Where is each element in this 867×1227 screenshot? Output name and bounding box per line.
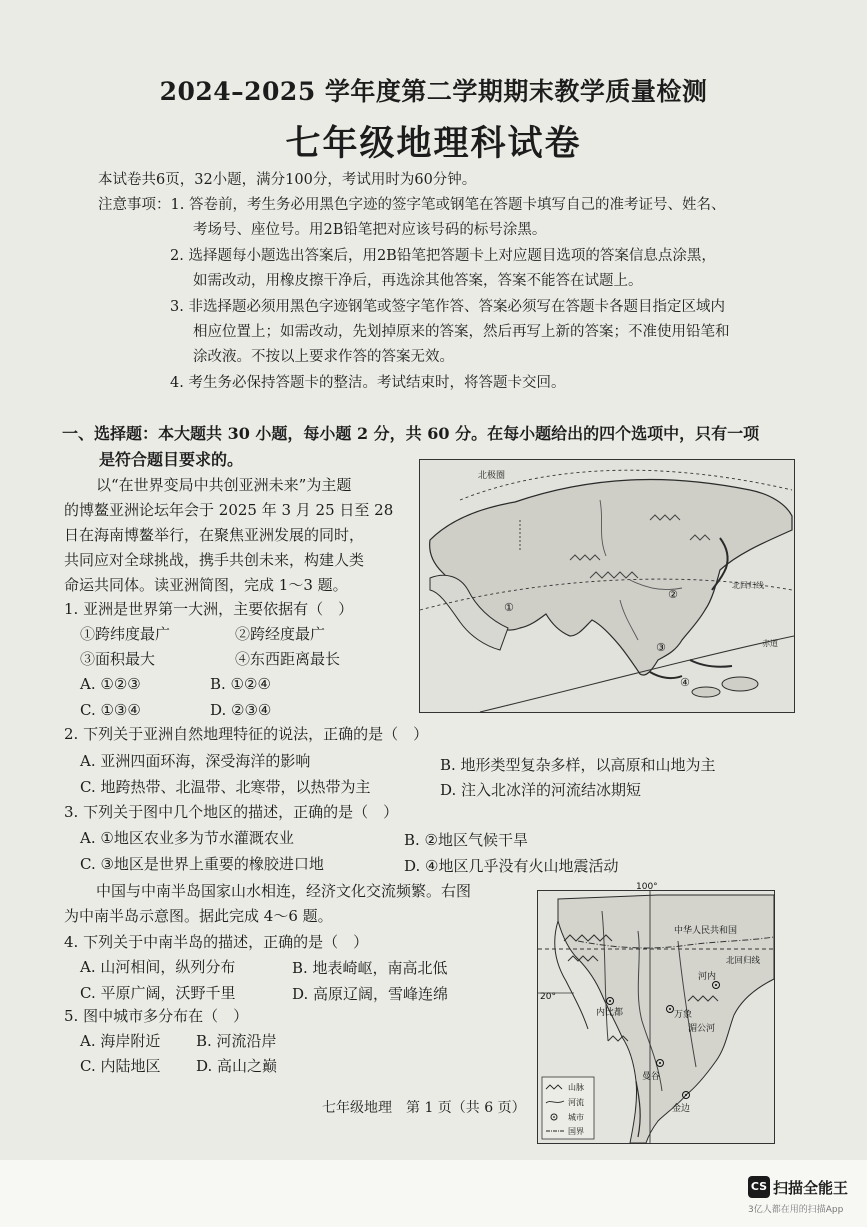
q3-option-c: C. ③地区是世界上重要的橡胶进口地 [80, 855, 324, 873]
q5-option-a: A. 海岸附近 [80, 1032, 161, 1050]
asia-map [419, 459, 795, 713]
notice-3a: 3. 非选择题必须用黑色字迹钢笔或签字笔作答、答案必须写在答题卡各题目指定区域内 [170, 299, 725, 315]
scanner-brand-tagline: 3亿人都在用的扫描App [748, 1205, 844, 1215]
scanner-logo-icon: CS [748, 1176, 770, 1198]
notice-1b: 考场号、座位号。用2B铅笔把对应该号码的标号涂黑。 [193, 222, 547, 238]
mekong-label: 湄公河 [688, 1024, 716, 1034]
vientiane-label: 万象 [674, 1010, 693, 1020]
q4-option-b: B. 地表崎岖，南高北低 [292, 959, 448, 977]
q5-option-b: B. 河流沿岸 [196, 1032, 277, 1050]
q2-option-c: C. 地跨热带、北温带、北寒带，以热带为主 [80, 778, 371, 796]
q2-option-d: D. 注入北冰洋的河流结冰期短 [440, 781, 642, 799]
q4-option-a: A. 山河相间，纵列分布 [80, 958, 236, 976]
asia-map-graphic [420, 460, 794, 712]
q3-stem: 3. 下列关于图中几个地区的描述，正确的是（ ） [64, 803, 399, 821]
passage1-line: 的博鳌亚洲论坛年会于 2025 年 3 月 25 日至 28 [64, 501, 394, 519]
q3-option-b: B. ②地区气候干旱 [404, 831, 529, 849]
phnompenh-label: 金边 [672, 1104, 691, 1114]
passage2-line: 为中南半岛示意图。据此完成 4～6 题。 [64, 907, 333, 925]
passage1-line: 共同应对全球挑战，携手共创未来，构建人类 [64, 551, 365, 569]
bangkok-label: 曼谷 [642, 1072, 661, 1082]
notice-1a: 注意事项：1. 答卷前，考生务必用黑色字迹的签字笔或钢笔在答题卡填写自己的准考证号、姓名、 [98, 197, 726, 213]
exam-title: 2024–2025 学年度第二学期期末教学质量检测 [159, 77, 708, 106]
q3-option-a: A. ①地区农业多为节水灌溉农业 [80, 829, 294, 847]
naypyidaw-label: 内比都 [596, 1008, 624, 1018]
tropic-label: 北回归线 [732, 581, 764, 590]
tropic-label: 北回归线 [726, 956, 761, 966]
longitude-label: 100° [636, 882, 658, 892]
q4-option-d: D. 高原辽阔，雪峰连绵 [292, 985, 449, 1003]
passage1-line: 命运共同体。读亚洲简图，完成 1～3 题。 [64, 576, 348, 594]
map-marker-3: ③ [656, 641, 666, 654]
china-label: 中华人民共和国 [674, 926, 738, 936]
section-heading-1: 一、选择题：本大题共 30 小题，每小题 2 分，共 60 分。在每小题给出的四个选项中，只有一项 [62, 424, 760, 443]
q1-option-a: A. ①②③ [80, 675, 141, 693]
q5-option-c: C. 内陆地区 [80, 1057, 161, 1075]
passage2-line: 中国与中南半岛国家山水相连，经济文化交流频繁。右图 [96, 882, 472, 900]
q1-option-c: C. ①③④ [80, 701, 141, 719]
notice-3b: 相应位置上；如需改动，先划掉原来的答案，然后再写上新的答案；不准使用铅笔和 [193, 324, 730, 340]
map-marker-4: ④ [680, 676, 690, 689]
map-marker-2: ② [668, 588, 678, 601]
map-marker-1: ① [504, 601, 514, 614]
q1-stem: 1. 亚洲是世界第一大洲，主要依据有（ ） [64, 600, 354, 618]
q1-option-b: B. ①②④ [210, 675, 271, 693]
q2-stem: 2. 下列关于亚洲自然地理特征的说法，正确的是（ ） [64, 725, 429, 743]
scanner-brand-name: 扫描全能王 [773, 1178, 849, 1197]
q1-statement-2: ②跨经度最广 [235, 625, 326, 643]
legend-border: 国界 [568, 1127, 584, 1136]
notice-2b: 如需改动，用橡皮擦干净后，再选涂其他答案，答案不能答在试题上。 [193, 273, 643, 289]
passage1-line: 以“在世界变局中共创亚洲未来”为主题 [96, 476, 352, 494]
hanoi-label: 河内 [698, 972, 717, 982]
legend-mountain: 山脉 [568, 1083, 584, 1092]
section-heading-2: 是符合题目要求的。 [99, 450, 244, 469]
indochina-map-graphic [538, 882, 774, 1143]
q5-option-d: D. 高山之巅 [196, 1057, 278, 1075]
q4-stem: 4. 下列关于中南半岛的描述，正确的是（ ） [64, 933, 369, 951]
indochina-map [537, 882, 775, 1144]
passage1-line: 日在海南博鳌举行，在聚焦亚洲发展的同时， [64, 526, 365, 544]
notice-3c: 涂改液。不按以上要求作答的答案无效。 [193, 349, 454, 365]
q1-statement-4: ④东西距离最长 [235, 650, 341, 668]
arctic-circle-label: 北极圈 [478, 471, 506, 481]
notice-2a: 2. 选择题每小题选出答案后，用2B铅笔把答题卡上对应题目选项的答案信息点涂黑， [170, 248, 716, 264]
q1-option-d: D. ②③④ [210, 701, 272, 719]
q4-option-c: C. 平原广阔，沃野千里 [80, 984, 236, 1002]
q2-option-a: A. 亚洲四面环海，深受海洋的影响 [80, 752, 311, 770]
legend-city: 城市 [568, 1113, 584, 1122]
equator-label: 赤道 [762, 639, 778, 648]
notice-4: 4. 考生务必保持答题卡的整洁。考试结束时，将答题卡交回。 [170, 375, 566, 391]
latitude-label: 20° [540, 992, 556, 1002]
q2-option-b: B. 地形类型复杂多样，以高原和山地为主 [440, 756, 716, 774]
q5-stem: 5. 图中城市多分布在（ ） [64, 1007, 249, 1025]
scanner-brand [748, 1176, 849, 1215]
exam-subject-title: 七年级地理科试卷 [285, 123, 582, 164]
legend-river: 河流 [568, 1098, 584, 1107]
q1-statement-3: ③面积最大 [80, 650, 156, 668]
page-footer: 七年级地理 第 1 页（共 6 页） [322, 1100, 526, 1116]
exam-info: 本试卷共6页，32小题，满分100分，考试用时为60分钟。 [98, 172, 477, 188]
q3-option-d: D. ④地区几乎没有火山地震活动 [404, 857, 619, 875]
q1-statement-1: ①跨纬度最广 [80, 625, 171, 643]
